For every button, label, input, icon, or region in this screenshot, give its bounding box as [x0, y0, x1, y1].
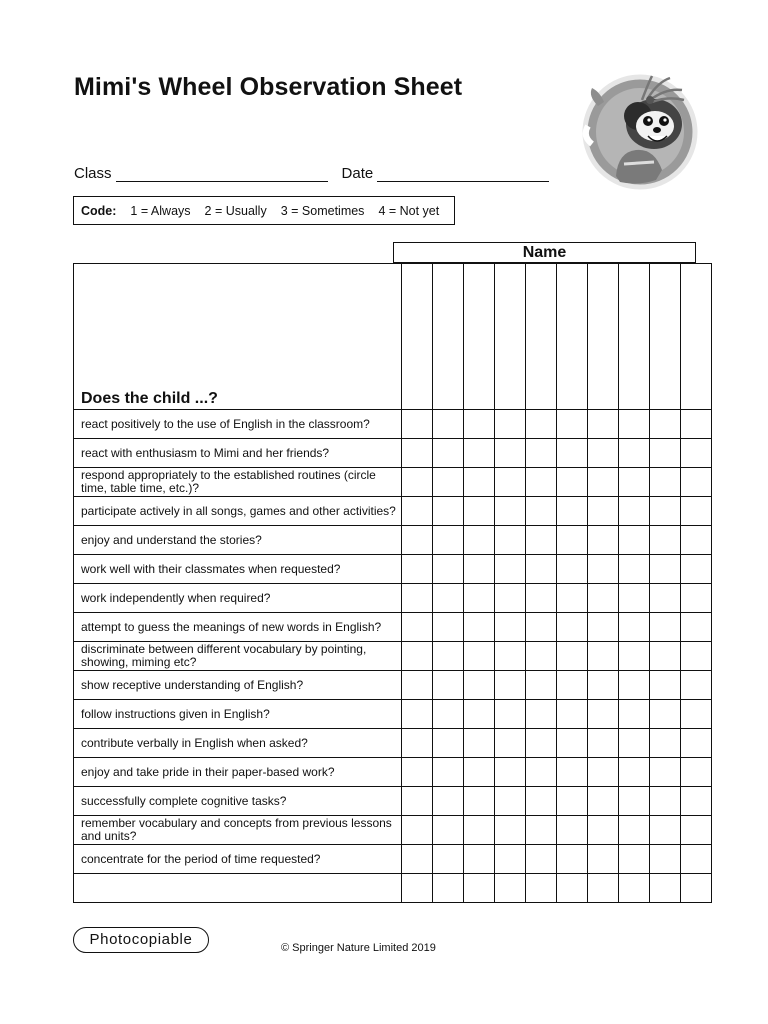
rating-cell[interactable]	[495, 584, 526, 613]
table-row	[74, 555, 712, 584]
rating-cell[interactable]	[526, 410, 557, 439]
rating-cell[interactable]	[681, 584, 712, 613]
rating-cell[interactable]	[402, 758, 433, 787]
rating-cell[interactable]	[526, 497, 557, 526]
rating-cell[interactable]	[588, 700, 619, 729]
question-text	[74, 874, 402, 903]
rating-cell[interactable]	[557, 555, 588, 584]
rating-cell[interactable]	[433, 439, 464, 468]
rating-cell[interactable]	[464, 526, 495, 555]
rating-cell[interactable]	[495, 468, 526, 497]
table-row	[74, 642, 712, 671]
rating-cell[interactable]	[526, 526, 557, 555]
rating-cell[interactable]	[433, 584, 464, 613]
rating-cell[interactable]	[526, 584, 557, 613]
table-row	[74, 526, 712, 555]
question-text: react with enthusiasm to Mimi and her friends?	[74, 439, 402, 468]
student-name-cell[interactable]	[557, 264, 588, 410]
table-row	[74, 584, 712, 613]
rating-cell[interactable]	[526, 874, 557, 903]
question-text: enjoy and understand the stories?	[74, 526, 402, 555]
rating-cell[interactable]	[681, 613, 712, 642]
rating-cell[interactable]	[588, 787, 619, 816]
rating-cell[interactable]	[681, 729, 712, 758]
question-text: contribute verbally in English when asked?	[74, 729, 402, 758]
rating-cell[interactable]	[650, 410, 681, 439]
rating-cell[interactable]	[526, 816, 557, 845]
question-text: attempt to guess the meanings of new words in English?	[74, 613, 402, 642]
rating-cell[interactable]	[650, 729, 681, 758]
student-name-cell[interactable]	[495, 264, 526, 410]
rating-cell[interactable]	[650, 584, 681, 613]
rating-cell[interactable]	[588, 874, 619, 903]
rating-cell[interactable]	[495, 816, 526, 845]
rating-cell[interactable]	[464, 874, 495, 903]
rating-cell[interactable]	[588, 497, 619, 526]
rating-cell[interactable]	[681, 439, 712, 468]
code-label: Code:	[81, 203, 117, 218]
rating-cell[interactable]	[681, 845, 712, 874]
question-text: successfully complete cognitive tasks?	[74, 787, 402, 816]
rating-cell[interactable]	[464, 758, 495, 787]
rating-cell[interactable]	[464, 468, 495, 497]
rating-cell[interactable]	[650, 613, 681, 642]
rating-cell[interactable]	[495, 497, 526, 526]
student-name-cell[interactable]	[526, 264, 557, 410]
rating-cell[interactable]	[619, 555, 650, 584]
rating-cell[interactable]	[402, 874, 433, 903]
table-row	[74, 874, 712, 903]
table-header-row	[74, 264, 712, 410]
code-item-sometimes: 3 = Sometimes	[280, 203, 365, 218]
table-row	[74, 787, 712, 816]
rating-cell[interactable]	[681, 700, 712, 729]
table-row	[74, 439, 712, 468]
table-row	[74, 468, 712, 497]
rating-cell[interactable]	[681, 468, 712, 497]
table-row	[74, 613, 712, 642]
rating-cell[interactable]	[619, 700, 650, 729]
copyright-text: © Springer Nature Limited 2019	[281, 942, 436, 954]
rating-cell[interactable]	[619, 729, 650, 758]
rating-cell[interactable]	[588, 642, 619, 671]
rating-cell[interactable]	[495, 526, 526, 555]
rating-cell[interactable]	[433, 613, 464, 642]
class-label: Class	[74, 165, 112, 182]
rating-cell[interactable]	[557, 526, 588, 555]
rating-cell[interactable]	[681, 497, 712, 526]
rating-cell[interactable]	[464, 642, 495, 671]
student-name-cell[interactable]	[433, 264, 464, 410]
code-legend	[73, 196, 455, 225]
mimi-mascot-icon	[578, 66, 704, 190]
rating-cell[interactable]	[619, 613, 650, 642]
rating-cell[interactable]	[433, 468, 464, 497]
rating-cell[interactable]	[464, 700, 495, 729]
rating-cell[interactable]	[681, 671, 712, 700]
date-label: Date	[341, 165, 374, 182]
rating-cell[interactable]	[495, 555, 526, 584]
rating-cell[interactable]	[402, 555, 433, 584]
rating-cell[interactable]	[526, 729, 557, 758]
question-text: work independently when required?	[74, 584, 402, 613]
table-row	[74, 497, 712, 526]
rating-cell[interactable]	[464, 555, 495, 584]
rating-cell[interactable]	[681, 526, 712, 555]
rating-cell[interactable]	[681, 758, 712, 787]
rating-cell[interactable]	[557, 584, 588, 613]
table-row	[74, 729, 712, 758]
student-name-cell[interactable]	[402, 264, 433, 410]
rating-cell[interactable]	[650, 555, 681, 584]
code-item-not-yet: 4 = Not yet	[378, 203, 440, 218]
rating-cell[interactable]	[619, 845, 650, 874]
rating-cell[interactable]	[588, 613, 619, 642]
rating-cell[interactable]	[464, 439, 495, 468]
name-column-header: Name	[393, 242, 696, 263]
rating-cell[interactable]	[619, 439, 650, 468]
rating-cell[interactable]	[650, 874, 681, 903]
student-name-cell[interactable]	[619, 264, 650, 410]
rating-cell[interactable]	[588, 555, 619, 584]
rating-cell[interactable]	[433, 671, 464, 700]
rating-cell[interactable]	[619, 787, 650, 816]
table-row	[74, 410, 712, 439]
rating-cell[interactable]	[650, 787, 681, 816]
rating-cell[interactable]	[433, 642, 464, 671]
rating-cell[interactable]	[681, 410, 712, 439]
student-name-cell[interactable]	[588, 264, 619, 410]
rating-cell[interactable]	[402, 526, 433, 555]
rating-cell[interactable]	[650, 671, 681, 700]
rating-cell[interactable]	[495, 787, 526, 816]
class-field[interactable]	[116, 164, 328, 182]
rating-cell[interactable]	[619, 526, 650, 555]
rating-cell[interactable]	[588, 729, 619, 758]
rating-cell[interactable]	[402, 410, 433, 439]
rating-cell[interactable]	[619, 497, 650, 526]
rating-cell[interactable]	[557, 787, 588, 816]
rating-cell[interactable]	[557, 439, 588, 468]
rating-cell[interactable]	[402, 613, 433, 642]
rating-cell[interactable]	[433, 526, 464, 555]
rating-cell[interactable]	[650, 439, 681, 468]
question-text: respond appropriately to the established routines (circle time, table time, etc.)?	[74, 468, 402, 497]
rating-cell[interactable]	[557, 671, 588, 700]
rating-cell[interactable]	[588, 526, 619, 555]
rating-cell[interactable]	[526, 700, 557, 729]
rating-cell[interactable]	[495, 700, 526, 729]
rating-cell[interactable]	[650, 526, 681, 555]
question-text: follow instructions given in English?	[74, 700, 402, 729]
rating-cell[interactable]	[464, 613, 495, 642]
rating-cell[interactable]	[681, 874, 712, 903]
rating-cell[interactable]	[495, 410, 526, 439]
rating-cell[interactable]	[619, 642, 650, 671]
question-header: Does the child ...?	[74, 264, 402, 410]
rating-cell[interactable]	[650, 845, 681, 874]
rating-cell[interactable]	[526, 555, 557, 584]
rating-cell[interactable]	[557, 758, 588, 787]
rating-cell[interactable]	[402, 816, 433, 845]
rating-cell[interactable]	[402, 845, 433, 874]
observation-table	[73, 263, 712, 903]
class-date-fields	[74, 164, 549, 182]
student-name-cell[interactable]	[650, 264, 681, 410]
rating-cell[interactable]	[619, 584, 650, 613]
rating-cell[interactable]	[588, 758, 619, 787]
rating-cell[interactable]	[495, 758, 526, 787]
rating-cell[interactable]	[588, 439, 619, 468]
rating-cell[interactable]	[464, 845, 495, 874]
rating-cell[interactable]	[681, 555, 712, 584]
rating-cell[interactable]	[650, 700, 681, 729]
rating-cell[interactable]	[557, 497, 588, 526]
question-text: remember vocabulary and concepts from previous lessons and units?	[74, 816, 402, 845]
rating-cell[interactable]	[557, 700, 588, 729]
rating-cell[interactable]	[433, 816, 464, 845]
rating-cell[interactable]	[619, 816, 650, 845]
rating-cell[interactable]	[433, 729, 464, 758]
rating-cell[interactable]	[433, 410, 464, 439]
rating-cell[interactable]	[433, 787, 464, 816]
question-text: participate actively in all songs, games and other activities?	[74, 497, 402, 526]
rating-cell[interactable]	[433, 758, 464, 787]
rating-cell[interactable]	[588, 410, 619, 439]
question-text: work well with their classmates when requested?	[74, 555, 402, 584]
rating-cell[interactable]	[557, 845, 588, 874]
rating-cell[interactable]	[526, 787, 557, 816]
rating-cell[interactable]	[402, 497, 433, 526]
rating-cell[interactable]	[495, 874, 526, 903]
question-text: discriminate between different vocabulary by pointing, showing, miming etc?	[74, 642, 402, 671]
rating-cell[interactable]	[681, 642, 712, 671]
rating-cell[interactable]	[650, 816, 681, 845]
rating-cell[interactable]	[650, 497, 681, 526]
rating-cell[interactable]	[402, 787, 433, 816]
rating-cell[interactable]	[495, 642, 526, 671]
table-row	[74, 845, 712, 874]
rating-cell[interactable]	[464, 410, 495, 439]
code-item-usually: 2 = Usually	[204, 203, 267, 218]
rating-cell[interactable]	[557, 468, 588, 497]
rating-cell[interactable]	[526, 845, 557, 874]
question-text: enjoy and take pride in their paper-based work?	[74, 758, 402, 787]
rating-cell[interactable]	[681, 816, 712, 845]
rating-cell[interactable]	[619, 758, 650, 787]
rating-cell[interactable]	[557, 613, 588, 642]
rating-cell[interactable]	[557, 874, 588, 903]
table-row	[74, 758, 712, 787]
rating-cell[interactable]	[464, 671, 495, 700]
rating-cell[interactable]	[526, 671, 557, 700]
rating-cell[interactable]	[464, 584, 495, 613]
rating-cell[interactable]	[464, 787, 495, 816]
rating-cell[interactable]	[650, 642, 681, 671]
rating-cell[interactable]	[402, 642, 433, 671]
table-row	[74, 816, 712, 845]
rating-cell[interactable]	[433, 497, 464, 526]
rating-cell[interactable]	[526, 642, 557, 671]
rating-cell[interactable]	[619, 874, 650, 903]
rating-cell[interactable]	[464, 497, 495, 526]
rating-cell[interactable]	[402, 439, 433, 468]
rating-cell[interactable]	[495, 671, 526, 700]
date-field[interactable]	[377, 164, 549, 182]
rating-cell[interactable]	[526, 758, 557, 787]
rating-cell[interactable]	[588, 845, 619, 874]
table-row	[74, 700, 712, 729]
rating-cell[interactable]	[495, 613, 526, 642]
rating-cell[interactable]	[557, 816, 588, 845]
rating-cell[interactable]	[495, 439, 526, 468]
rating-cell[interactable]	[402, 729, 433, 758]
code-item-always: 1 = Always	[130, 203, 191, 218]
rating-cell[interactable]	[557, 729, 588, 758]
rating-cell[interactable]	[402, 671, 433, 700]
rating-cell[interactable]	[402, 584, 433, 613]
question-text: concentrate for the period of time requested?	[74, 845, 402, 874]
rating-cell[interactable]	[557, 410, 588, 439]
rating-cell[interactable]	[526, 613, 557, 642]
rating-cell[interactable]	[526, 468, 557, 497]
rating-cell[interactable]	[619, 468, 650, 497]
rating-cell[interactable]	[619, 671, 650, 700]
question-text: react positively to the use of English in the classroom?	[74, 410, 402, 439]
rating-cell[interactable]	[588, 468, 619, 497]
rating-cell[interactable]	[588, 816, 619, 845]
rating-cell[interactable]	[402, 700, 433, 729]
rating-cell[interactable]	[650, 758, 681, 787]
rating-cell[interactable]	[433, 555, 464, 584]
table-row	[74, 671, 712, 700]
rating-cell[interactable]	[681, 787, 712, 816]
question-text: show receptive understanding of English?	[74, 671, 402, 700]
page-title: Mimi's Wheel Observation Sheet	[74, 73, 463, 101]
rating-cell[interactable]	[402, 468, 433, 497]
photocopiable-badge: Photocopiable	[73, 927, 209, 953]
rating-cell[interactable]	[495, 845, 526, 874]
rating-cell[interactable]	[464, 729, 495, 758]
rating-cell[interactable]	[433, 700, 464, 729]
rating-cell[interactable]	[588, 671, 619, 700]
rating-cell[interactable]	[588, 584, 619, 613]
student-name-cell[interactable]	[681, 264, 712, 410]
rating-cell[interactable]	[650, 468, 681, 497]
rating-cell[interactable]	[619, 410, 650, 439]
rating-cell[interactable]	[526, 439, 557, 468]
rating-cell[interactable]	[464, 816, 495, 845]
rating-cell[interactable]	[557, 642, 588, 671]
student-name-cell[interactable]	[464, 264, 495, 410]
rating-cell[interactable]	[433, 874, 464, 903]
rating-cell[interactable]	[433, 845, 464, 874]
rating-cell[interactable]	[495, 729, 526, 758]
